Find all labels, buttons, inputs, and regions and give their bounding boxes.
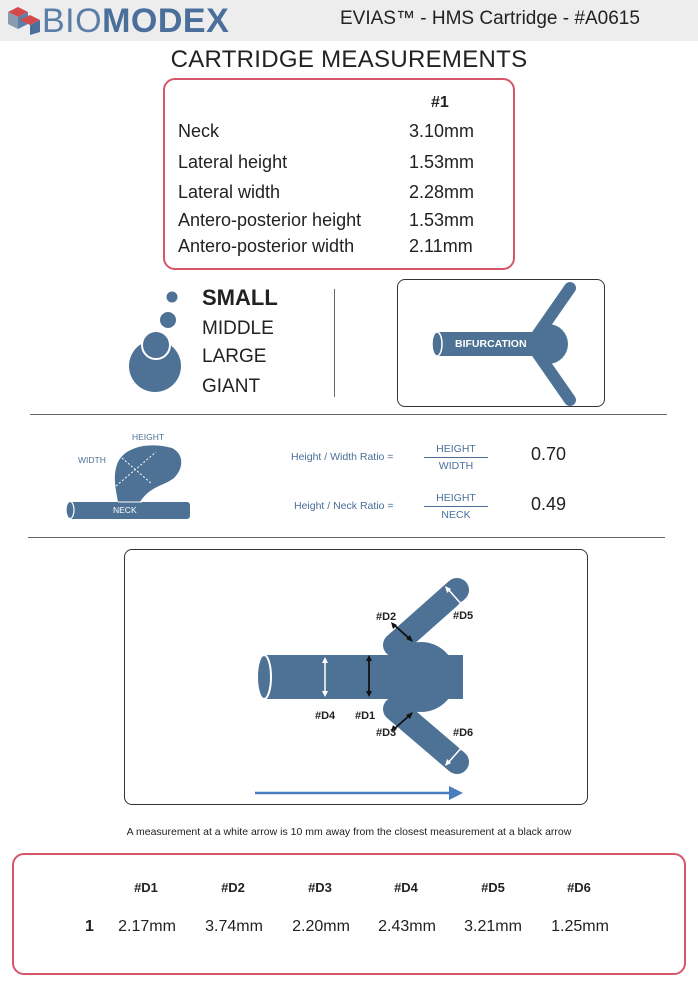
measurement-value: 1.53mm <box>409 152 475 172</box>
measurement-label: Neck <box>178 121 220 141</box>
header-bar <box>0 0 698 41</box>
bifurcation-label: BIFURCATION <box>455 338 527 350</box>
diameter-header <box>366 880 446 895</box>
height-diagram-label: HEIGHT <box>132 432 165 442</box>
diameter-row-label: 1 <box>85 918 94 935</box>
diameter-label-d2: #D2 <box>376 611 397 623</box>
size-circles-icon <box>120 285 190 397</box>
diameter-header-text: #D1 <box>134 880 158 895</box>
diameter-header <box>539 880 619 895</box>
measurement-value: 2.11mm <box>409 236 473 256</box>
ratio-numerator: HEIGHT <box>424 492 488 507</box>
diameter-diagram <box>125 550 587 804</box>
diameter-header <box>193 880 273 895</box>
diameter-label-d5: #D5 <box>453 610 474 622</box>
neck-diagram-label: NECK <box>113 505 137 515</box>
logo-wordmark <box>42 2 229 40</box>
measurement-label: Antero-posterior height <box>178 210 362 230</box>
measurement-label: Antero-posterior width <box>178 236 355 256</box>
diameter-table-box <box>12 853 686 975</box>
page-title: CARTRIDGE MEASUREMENTS <box>170 46 528 73</box>
ratio-value: 0.70 <box>531 444 567 464</box>
diameter-label-d1: #D1 <box>355 710 376 722</box>
divider <box>28 537 665 538</box>
size-class-label: LARGE <box>202 346 267 367</box>
diameter-header-text: #D5 <box>481 880 505 895</box>
measurement-label: Lateral width <box>178 182 281 202</box>
diameter-diagram-frame <box>124 549 588 805</box>
diameter-value: 2.17mm <box>118 918 176 935</box>
measurement-label: Lateral height <box>178 152 288 172</box>
biomodex-logo <box>6 2 229 40</box>
size-class-label: MIDDLE <box>202 318 274 339</box>
diameter-label-d3: #D3 <box>376 727 397 739</box>
diameter-value: 3.74mm <box>205 918 263 935</box>
measurement-value: 1.53mm <box>409 210 475 230</box>
document-title: EVIAS™ - HMS Cartridge - #A0615 <box>340 8 640 29</box>
diameter-header <box>106 880 186 895</box>
ratio-label: Height / Neck Ratio = <box>294 500 394 512</box>
diameter-value: 2.20mm <box>292 918 350 935</box>
measurement-column-header: #1 <box>431 94 449 111</box>
size-class-selected: SMALL <box>202 285 278 310</box>
measurement-note: A measurement at a white arrow is 10 mm away from the closest measurement at a black arrow <box>126 826 572 838</box>
diameter-header <box>453 880 533 895</box>
measurement-value: 3.10mm <box>409 121 475 141</box>
bifurcation-frame <box>397 279 605 407</box>
ratio-fraction <box>424 443 488 472</box>
diameter-header-text: #D6 <box>567 880 591 895</box>
logo-bold-text: MODEX <box>102 2 230 40</box>
divider <box>334 289 335 397</box>
ratio-label: Height / Width Ratio = <box>291 451 394 463</box>
diameter-label-d4: #D4 <box>315 710 336 722</box>
logo-light-text: BIO <box>42 2 103 40</box>
biomodex-cube-icon <box>6 6 42 36</box>
diameter-header-text: #D2 <box>221 880 245 895</box>
measurement-value: 2.28mm <box>409 182 475 202</box>
diameter-value: 3.21mm <box>464 918 522 935</box>
ratio-denominator: WIDTH <box>438 460 474 472</box>
diameter-value: 2.43mm <box>378 918 436 935</box>
width-diagram-label: WIDTH <box>78 455 106 465</box>
ratio-numerator: HEIGHT <box>424 443 488 458</box>
divider <box>30 414 667 415</box>
ratio-value: 0.49 <box>531 494 567 514</box>
ratio-denominator: NECK <box>441 509 471 521</box>
diameter-header-text: #D4 <box>394 880 418 895</box>
diameter-label-d6: #D6 <box>453 727 474 739</box>
diameter-header <box>280 880 360 895</box>
diameter-header-text: #D3 <box>308 880 332 895</box>
ratio-fraction <box>424 492 488 521</box>
size-class-label: GIANT <box>202 376 261 397</box>
diameter-value: 1.25mm <box>551 918 609 935</box>
